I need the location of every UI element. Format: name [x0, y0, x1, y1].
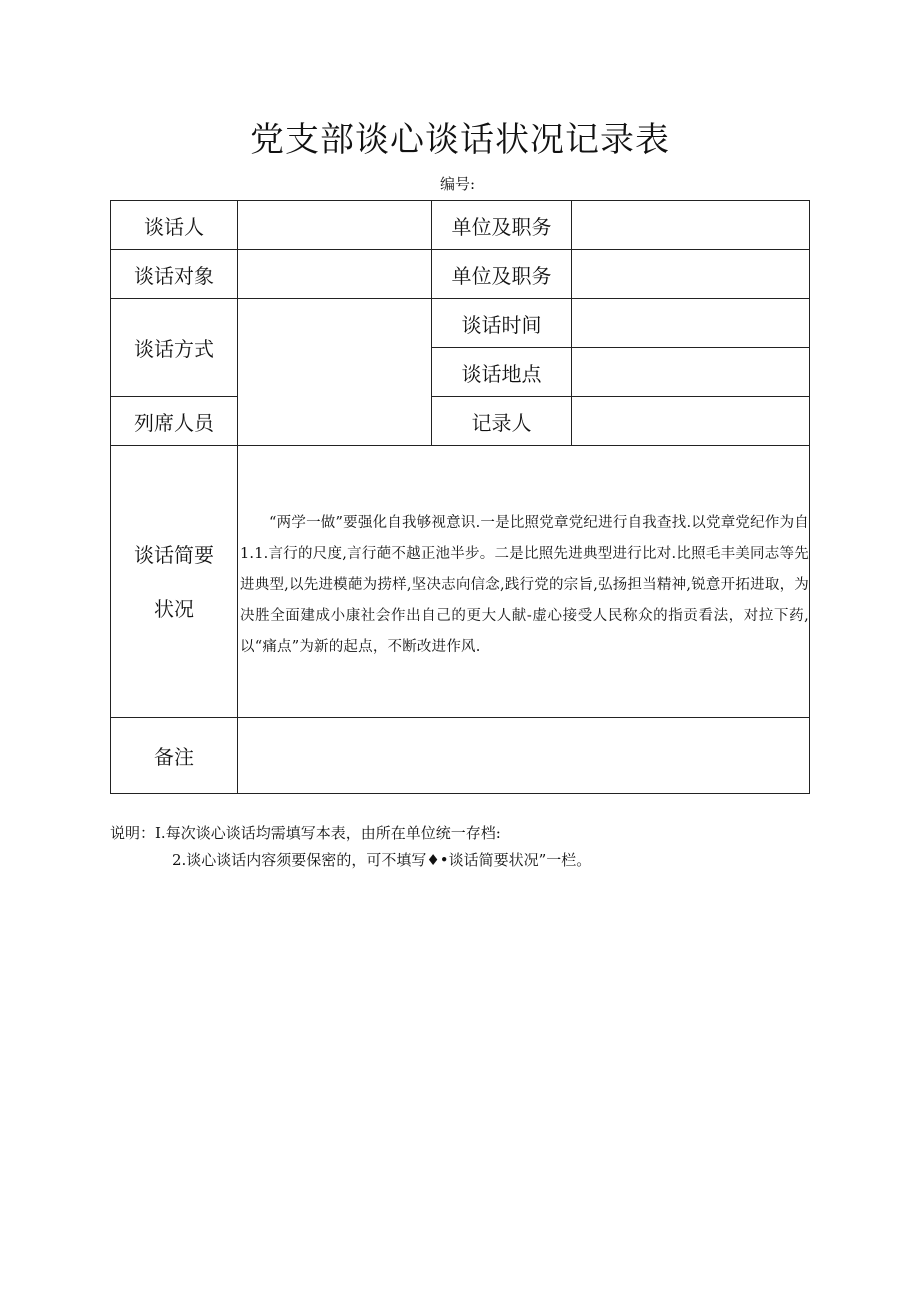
method-label: 谈话方式: [111, 299, 238, 397]
time-field[interactable]: [572, 299, 810, 348]
summary-field[interactable]: [238, 446, 810, 718]
page-title: 党支部谈心谈话状况记录表: [250, 120, 670, 160]
place-field[interactable]: [572, 348, 810, 397]
attendees-label: 列席人员: [111, 397, 238, 446]
place-label: 谈话地点: [432, 348, 572, 397]
record-table: [110, 200, 810, 794]
summary-label-line2: 状况: [154, 596, 194, 621]
remarks-label: 备注: [111, 718, 238, 794]
subject-field[interactable]: [238, 250, 432, 299]
subject-unit-position-field[interactable]: [572, 250, 810, 299]
summary-label-line1: 谈话简要: [134, 542, 214, 567]
notes: [110, 820, 591, 874]
method-attendees-field[interactable]: [238, 299, 432, 446]
time-label: 谈话时间: [432, 299, 572, 348]
talker-unit-position-field[interactable]: [572, 201, 810, 250]
subject-label: 谈话对象: [111, 250, 238, 299]
note-line-2: 2.谈心谈话内容须要保密的，可不填写♦•谈话简要状况”一栏。: [172, 851, 592, 869]
recorder-label: 记录人: [432, 397, 572, 446]
serial-number-label: 编号:: [440, 175, 476, 193]
note-line-1: 说明：I.每次谈心谈话均需填写本表，由所在单位统一存档:: [110, 824, 501, 842]
talker-label: 谈话人: [111, 201, 238, 250]
subject-unit-position-label: 单位及职务: [432, 250, 572, 299]
talker-field[interactable]: [238, 201, 432, 250]
recorder-field[interactable]: [572, 397, 810, 446]
summary-text: “两学一做”要强化自我够视意识.一是比照党章党纪进行自我查找.以党章党纪作为自1.1.言行的尺度,言行葩不越正池半步。二是比照先进典型进行比对.比照毛丰美同志等先进典型,以先进模葩为捞样,坚决志向信念,践行党的宗旨,弘扬担当精神,锐意开拓进取，为决胜全面建成小康社会作出自己的更大人献-虚心接受人民称众的指贡看法，对拉下药,以“痛点”为新的起点，不断改进作风.: [240, 515, 809, 655]
remarks-field[interactable]: [238, 718, 810, 794]
talker-unit-position-label: 单位及职务: [432, 201, 572, 250]
summary-label: [111, 446, 238, 718]
